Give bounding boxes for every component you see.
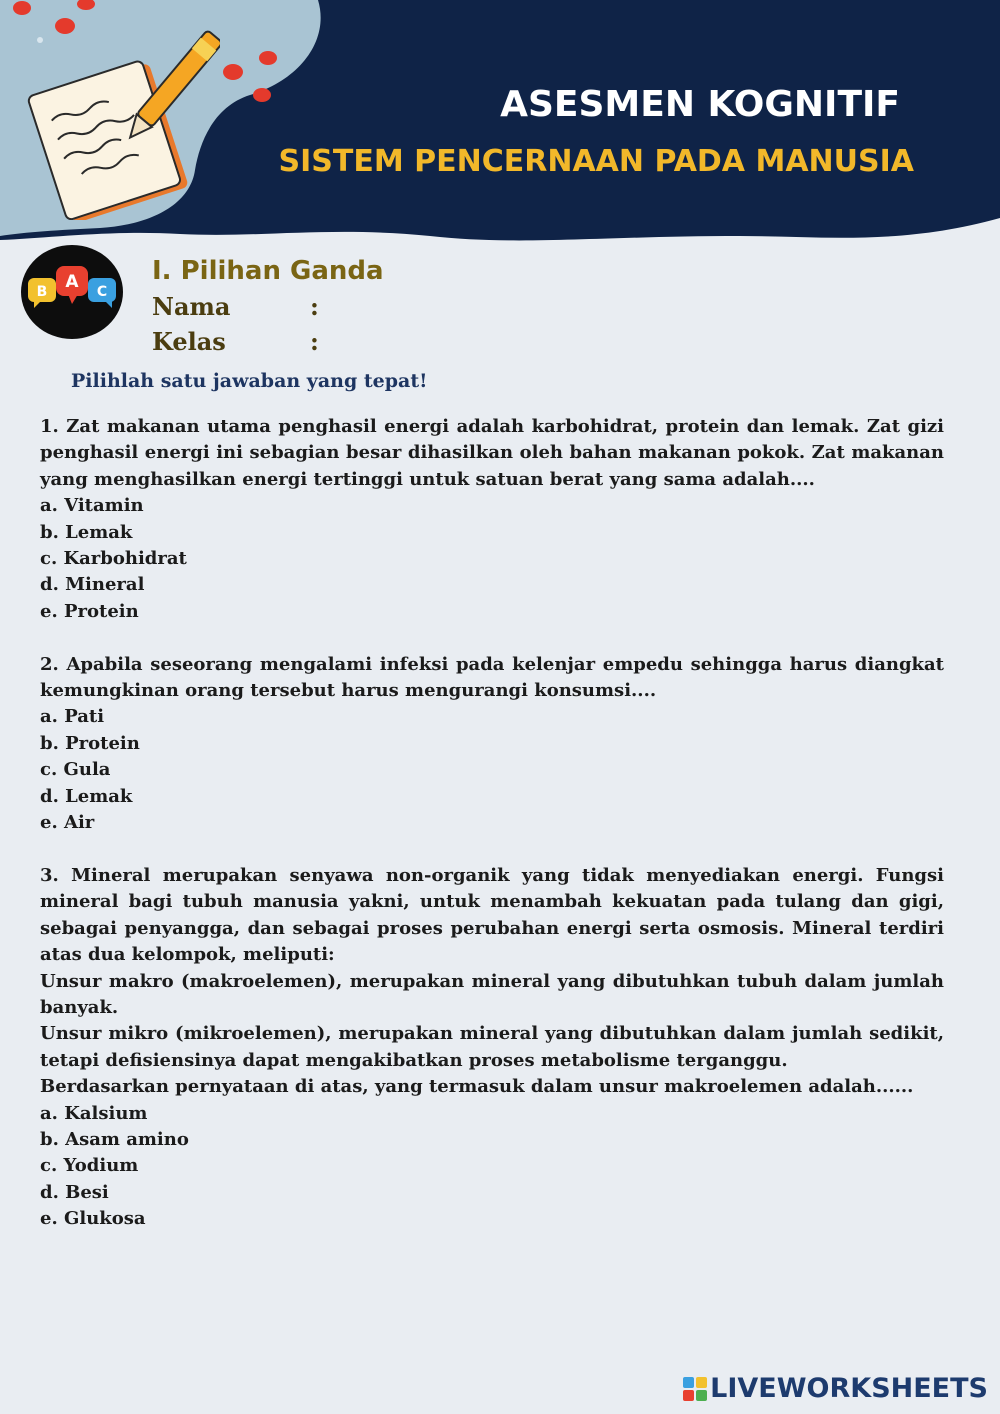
header-banner (0, 0, 1000, 250)
question-text: 2. Apabila seseorang mengalami infeksi pada kelenjar empedu sehingga harus diangkat kemungkinan orang tersebut harus mengurangi konsumsi.... (40, 653, 944, 702)
badge-letter-b: B (36, 284, 48, 300)
question-paragraph: Unsur mikro (mikroelemen), merupakan mineral yang dibutuhkan dalam jumlah sedikit, tetapi defisiensinya dapat mengakibatkan proses metabolisme terganggu. (40, 1023, 944, 1071)
option-a: a. Vitamin (40, 495, 144, 517)
badge-letter-c: C (96, 284, 108, 300)
liveworksheets-logo-icon (682, 1376, 708, 1402)
question-paragraph: Unsur makro (makroelemen), merupakan mineral yang dibutuhkan tubuh dalam jumlah banyak. (40, 970, 944, 1018)
question-2 (40, 652, 944, 837)
question-1 (40, 414, 944, 625)
section-title: I. Pilihan Ganda (152, 256, 384, 286)
option-d: d. Mineral (40, 574, 145, 596)
question-list (40, 414, 944, 1259)
notebook-pen-icon (20, 20, 220, 220)
class-field-label: Kelas (152, 327, 226, 356)
option-d: d. Lemak (40, 785, 133, 807)
name-field-colon: : (310, 292, 319, 321)
option-e: e. Protein (40, 600, 139, 622)
class-field (152, 327, 319, 356)
brand-text: LIVEWORKSHEETS (710, 1373, 988, 1404)
question-paragraph: Berdasarkan pernyataan di atas, yang termasuk dalam unsur makroelemen adalah...... (40, 1076, 914, 1098)
option-b: b. Protein (40, 732, 140, 754)
option-d: d. Besi (40, 1181, 109, 1203)
option-c: c. Karbohidrat (40, 548, 187, 570)
option-e: e. Glukosa (40, 1208, 146, 1230)
option-a: a. Kalsium (40, 1102, 148, 1124)
name-field-label: Nama (152, 292, 231, 321)
question-text: 1. Zat makanan utama penghasil energi adalah karbohidrat, protein dan lemak. Zat gizi penghasil energi ini sebagian besar dihasilkan oleh bahan makanan pokok. Zat makanan yang menghasilkan energi tertinggi untuk satuan berat yang sama adalah.... (40, 416, 944, 490)
name-field (152, 292, 319, 321)
option-a: a. Pati (40, 706, 105, 728)
option-c: c. Gula (40, 759, 111, 781)
class-field-colon: : (310, 327, 319, 356)
question-text: 3. Mineral merupakan senyawa non-organik yang tidak menyediakan energi. Fungsi mineral bagi tubuh manusia yakni, untuk menambah kekuatan pada tulang dan gigi, sebagai penyangga, dan sebagai proses perubahan energi serta osmosis. Mineral terdiri atas dua kelompok, meliputi: (40, 864, 944, 966)
page-title: ASESMEN KOGNITIF (500, 84, 900, 125)
option-b: b. Asam amino (40, 1128, 189, 1150)
abc-badge-icon (20, 244, 124, 340)
badge-letter-a: A (65, 272, 79, 292)
instruction-text: Pilihlah satu jawaban yang tepat! (71, 370, 428, 392)
option-e: e. Air (40, 812, 95, 834)
option-b: b. Lemak (40, 521, 133, 543)
page-subtitle: SISTEM PENCERNAAN PADA MANUSIA (278, 144, 914, 179)
question-3 (40, 863, 944, 1233)
option-c: c. Yodium (40, 1155, 139, 1177)
liveworksheets-brand[interactable] (682, 1373, 988, 1404)
